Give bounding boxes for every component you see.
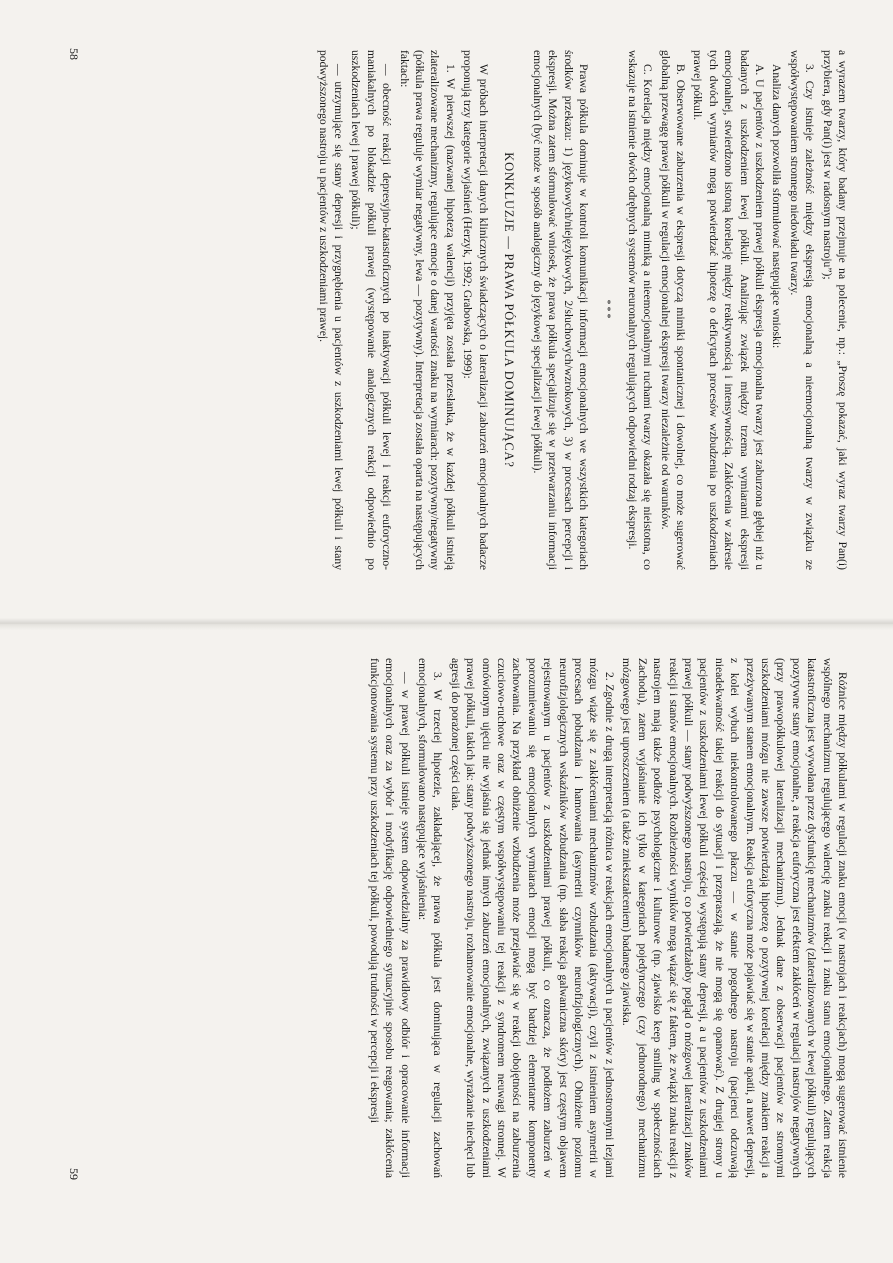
paragraph: — obecność reakcji depresyjno-katastroficznych po inaktywacji półkuli lewej i reakcji euforyczno-maniakalnych po blokadzie półkuli prawej (występowanie analogicznych reakcji odpowiednio po uszkodzeniach lewej i prawej półkuli); (349, 50, 394, 570)
page-number: 59 (67, 1168, 81, 1180)
text-column (313, 50, 850, 570)
paragraph: C. Korelacja między emocjonalną mimiką a nieemocjonalnymi ruchami twarzy okazała się nieistotna, co wskazuje na istnienie dwóch odrębnych systemów neuronalnych regulujących odpowiedni rodzaj ekspresji. (625, 50, 655, 570)
section-separator: *** (601, 299, 613, 321)
paragraph: Analiza danych pozwoliła sformułować następujące wnioski: (770, 64, 784, 349)
paragraph: a wyrazem twarzy, który badany przejmuje na polecenie, np.: „Proszę pokazać, jaki wyraz twarzy Pan(i) przybiera, gdy Pan(i) jest w radosnym nastroju”); (820, 50, 849, 570)
paragraph: A. U pacjentów z uszkodzeniem prawej półkuli ekspresja emocjonalna twarzy jest zaburzona głębiej niż u badanych z uszkodzeniem lewej półkuli. Analizując związek między trzema wymiarami ekspresji emocjonalnej, stwierdzono istotną korelację między reaktywnością i intensywnością. Zakłócenia w zakresie tych dwóch wymiarów mogą potwierdzać hipotezę o deficytach procesów wzbudzenia po uszkodzeniach prawej półkuli. (691, 50, 766, 570)
paragraph: Różnice między półkulami w regulacji znaku emocji (w nastrojach i reakcjach) mogą sugerować istnienie wspólnego mechanizmu regulującego walencję znaku reakcji i znaku stanu emocjonalnego. Zatem reakcja katastroficzna jest wywołana przez dysfunkcję mechanizmów (zlateralizowanych w lewej półkuli) regulujących pozytywne stany emocjonalne, a reakcja euforyczna jest efektem zakłóceń w regulacji nastrojów negatywnych (przy prawopółkulowej lateralizacji mechanizmu). Jednak dane z obserwacji pacjentów ze stronnymi uszkodzeniami mózgu nie zawsze potwierdzają hipotezę o pozytywnej korelacji między znakiem reakcji a przeżywanym stanem emocjonalnym. Reakcja euforyczna może pojawiać się w stanie apatii, a nawet depresji, z kolei wybuch niekontrolowanego płaczu — w stanie pogodnego nastroju (pacjenci odczuwają nieadekwatność takiej reakcji do sytuacji i przepraszają, że nie mogą się opanować). Z drugiej strony u pacjentów z uszkodzeniami lewej półkuli częściej występują stany depresji, a u pacjentów z uszkodzeniami prawej półkuli — stany podwyższonego nastroju, co potwierdzałoby pogląd o mózgowej lateralizacji znaków reakcji i stanów emocjonalnych. Rozbieżności wyników mogą wiązać się z faktem, że związki znaku reakcji z nastrojem mają także podłoże psychologiczne i kulturowe (np. zjawisko keep smiling w społecznościach Zachodu), zatem wyjaśnianie ich tylko w kategoriach pojedynczego (czy jednorodnego) mechanizmu mózgowego jest uproszczeniem (a także zniekształceniem) badanego zjawiska. (620, 658, 849, 1178)
paragraph: 2. Zgodnie z drugą interpretacją różnica w reakcjach emocjonalnych u pacjentów z jednostronnymi lezjami mózgu wiąże się z zakłóceniami mechanizmów wzbudzania (aktywacji), czyli z istnieniem asymetrii w procesach pobudzania i hamowania (asymetrii czynników neurofizjologicznych). Obniżenie poziomu neurofizjologicznych wskaźników wzbudzania (np. słaba reakcja galwaniczna skóry) jest częstym objawem rejestrowanym u pacjentów z uszkodzeniami prawej półkuli, co oznacza, że podłożem zaburzeń w porozumiewaniu się emocjonalnych wymiarach emocji mogą być bardziej elementarne komponenty zachowania. Na przykład obniżenie wzbudzenia może przejawiać się w reakcji obojętności na zaburzenia czuciowo-ruchowe oraz w częstym współwystępowaniu tej reakcji z syndromem neuwagi stronnej. W omówionym ujęciu nie wyjaśnia się jednak innych zaburzeń emocjonalnych, związanych z uszkodzeniami prawej półkuli, takich jak: stany podwyższonego nastroju, rozhamowanie emocjonalne, wyrażanie niechęci lub agresji do porażonej części ciała. (448, 658, 616, 1178)
text-column (364, 658, 850, 1178)
paragraph: W próbach interpretacji danych klinicznych świadczących o lateralizacji zaburzeń emocjonalnych badacze proponują trzy kategorie wyjaśnień (Herzyk, 1992; Grabowska, 1999): (461, 50, 490, 570)
paragraph: 3. Czy istnieje zależność między ekspresją emocjonalną a nieemocjonalną twarzy w związku ze współwystępowaniem stronnego niedowładu twarzy. (787, 50, 817, 570)
book-fold (0, 618, 893, 630)
section-heading: KONKLUZJE — PRAWA PÓŁKULA DOMINUJĄCA? (501, 152, 516, 468)
page-58 (60, 30, 860, 590)
paragraph: B. Obserwowane zaburzenia w ekspresji dotyczą mimiki spontanicznej i dowolnej, co może sugerować globalną przewagę prawej półkuli w regulacji emocjonalnej ekspresji twarzy niezależnie od warunków. (658, 50, 687, 570)
paragraph: 1. W pierwszej (nazwanej hipotezą walencji) przyjęta została przesłanka, że w każdej półkuli istnieją zlateralizowane mechanizmy, regulujące emocje o danej wartości znaku na wymiarach: pozytywny/negatywny (półkula prawa reguluje wymiar negatywny, lewa — pozytywny). Interpretacja została oparta na następujących faktach: (397, 50, 457, 570)
paragraph: Prawa półkula dominuje w kontroli komunikacji informacji emocjonalnych we wszystkich kategoriach środków przekazu: 1) językowych/niejęzykowych, 2/słuchowych/wzrokowych, 3) w procesach percepcji i ekspresji. Można zatem sformułować wniosek, że prawa półkula specjalizuje się w przetwarzaniu informacji emocjonalnych (być może w sposób analogiczny do językowej specjalizacji lewej półkuli). (531, 50, 591, 570)
page-number: 58 (67, 48, 81, 60)
paragraph: — w prawej półkuli istnieje system odpowiedzialny za prawidłowy odbiór i opracowanie informacji emocjonalnych oraz za wybór i modyfikację odpowiedniego sytuacyjnie sposobu reagowania; zakłócenia funkcjonowania systemu przy uszkodzeniach tej półkuli, powodują trudności w percepcji i ekspresji (367, 658, 412, 1178)
paragraph: 3. W trzeciej hipotezie, zakładającej, że prawa półkula jest dominująca w regulacji zachowań emocjonalnych, sformułowano następujące wyjaśnienia: (416, 658, 445, 1178)
paragraph: — utrzymujące się stany depresji i przygnębienia u pacjentów z uszkodzeniami lewej półkuli i stany podwyższonego nastroju u pacjentów z uszkodzeniami prawej. (316, 50, 346, 570)
page-59 (60, 638, 860, 1198)
